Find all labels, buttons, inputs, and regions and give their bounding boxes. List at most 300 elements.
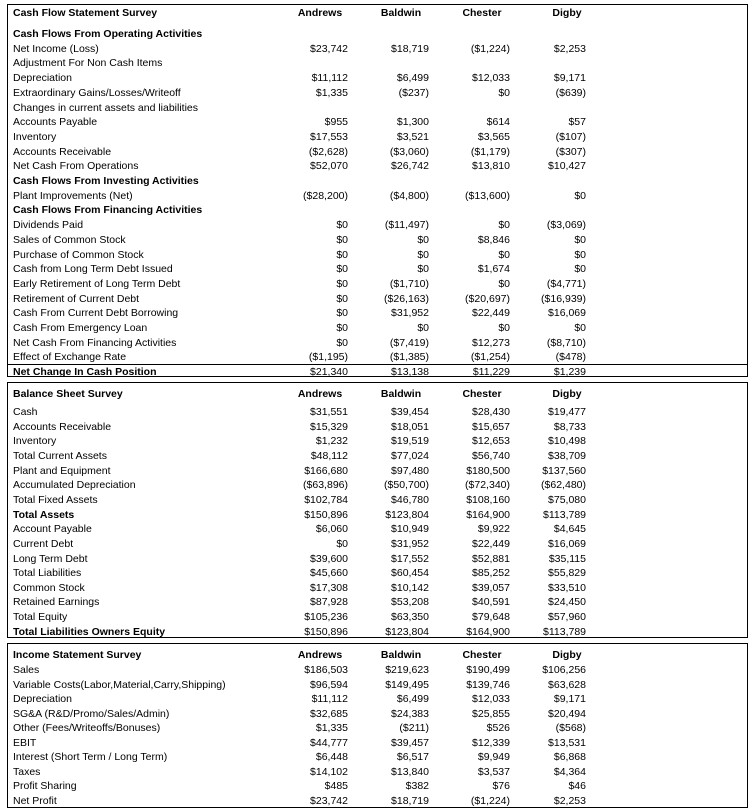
row-label: Cash Flows From Operating Activities: [13, 28, 203, 40]
cell-value: ($62,480): [541, 479, 586, 492]
table-row: [8, 478, 747, 493]
table-row: [8, 750, 747, 765]
row-label: Changes in current assets and liabilities: [13, 101, 199, 114]
cell-value: $31,952: [391, 537, 429, 550]
row-label: Accumulated Depreciation: [13, 479, 136, 492]
cell-value: $12,033: [472, 72, 510, 85]
row-label: Total Current Assets: [13, 449, 107, 462]
cell-value: $190,499: [466, 664, 510, 676]
cell-value: $19,477: [548, 406, 586, 418]
cell-value: ($1,224): [470, 794, 510, 807]
cell-value: ($1,254): [470, 351, 510, 364]
column-header-chester: Chester: [462, 7, 502, 19]
section-header-row: [8, 387, 747, 402]
row-label: Account Payable: [13, 523, 92, 536]
table-row: [8, 115, 747, 130]
cell-value: $20,494: [548, 707, 586, 720]
cell-value: $17,552: [391, 552, 429, 565]
cell-value: $23,742: [310, 794, 348, 807]
table-row: [8, 336, 747, 351]
cell-value: $614: [486, 116, 510, 129]
cell-value: $60,454: [391, 567, 429, 580]
table-row: [8, 42, 747, 57]
table-row: [8, 405, 747, 420]
cell-value: $6,448: [315, 751, 348, 763]
row-label: Plant and Equipment: [13, 464, 111, 477]
divider-line: [8, 364, 747, 365]
table-row: [8, 262, 747, 277]
cell-value: $12,033: [472, 693, 510, 705]
cell-value: $1,239: [553, 366, 586, 379]
column-header-andrews: Andrews: [297, 388, 343, 400]
table-row: [8, 493, 747, 508]
cash-flow-section: [7, 4, 748, 377]
cell-value: ($478): [555, 351, 586, 364]
row-label: EBIT: [13, 736, 37, 749]
section-title: Cash Flow Statement Survey: [13, 7, 158, 19]
cell-value: $0: [574, 263, 586, 276]
cell-value: $219,623: [385, 664, 429, 676]
cell-value: $24,383: [391, 707, 429, 720]
row-label: Cash Flows From Financing Activities: [13, 204, 203, 217]
table-row: [8, 365, 747, 380]
row-label: Depreciation: [13, 72, 72, 85]
table-row: [8, 277, 747, 292]
cell-value: $4,364: [553, 765, 586, 778]
cell-value: $17,308: [310, 581, 348, 594]
cell-value: $18,051: [391, 420, 429, 433]
cell-value: $15,329: [310, 420, 348, 433]
cell-value: $19,519: [391, 435, 429, 448]
cell-value: ($3,069): [546, 219, 586, 232]
cell-value: $46: [568, 780, 586, 792]
cell-value: $21,340: [310, 366, 348, 379]
cell-value: $32,685: [310, 707, 348, 720]
column-header-chester: Chester: [462, 649, 502, 661]
cell-value: $6,499: [396, 72, 429, 85]
cell-value: $11,112: [311, 693, 348, 705]
cell-value: $17,553: [310, 130, 348, 143]
cell-value: $57: [568, 116, 586, 129]
cell-value: $2,253: [553, 42, 586, 55]
cell-value: $106,256: [542, 664, 586, 676]
cell-value: $0: [336, 233, 348, 246]
cell-value: $3,521: [396, 130, 429, 143]
row-label: Net Income (Loss): [13, 42, 99, 55]
cell-value: $55,829: [548, 567, 586, 580]
cell-value: $382: [405, 780, 429, 792]
table-row: [8, 145, 747, 160]
cell-value: $3,537: [477, 765, 510, 778]
row-label: Accounts Receivable: [13, 420, 112, 433]
cell-value: ($63,896): [303, 479, 348, 492]
cell-value: $0: [574, 322, 586, 334]
cell-value: ($8,710): [546, 336, 586, 349]
table-row: [8, 292, 747, 307]
cell-value: $57,960: [548, 611, 586, 624]
cell-value: $0: [417, 248, 429, 261]
cell-value: ($237): [398, 86, 429, 99]
cell-value: $1,232: [315, 435, 348, 448]
table-row: [8, 306, 747, 321]
cell-value: $12,653: [472, 435, 510, 448]
row-label: Taxes: [13, 765, 41, 778]
cell-value: $113,789: [542, 625, 586, 638]
cell-value: $0: [417, 233, 429, 246]
cell-value: $26,742: [391, 160, 429, 173]
cell-value: $9,922: [477, 523, 510, 536]
cell-value: $0: [336, 219, 348, 232]
cell-value: $52,881: [472, 552, 510, 565]
cell-value: $10,427: [548, 160, 586, 173]
cell-value: $0: [498, 219, 510, 232]
row-label: Total Equity: [13, 611, 68, 624]
column-header-digby: Digby: [552, 649, 582, 661]
cell-value: $87,928: [310, 596, 348, 609]
cell-value: $16,069: [548, 307, 586, 320]
row-label: Accounts Receivable: [13, 145, 112, 158]
column-header-baldwin: Baldwin: [380, 388, 422, 400]
cell-value: $23,742: [310, 42, 348, 55]
cell-value: ($211): [399, 722, 429, 734]
cell-value: $13,840: [391, 765, 429, 778]
cell-value: $15,657: [472, 420, 510, 433]
cell-value: ($1,179): [470, 145, 510, 158]
cell-value: $3,565: [477, 130, 510, 143]
table-row: [8, 434, 747, 449]
cell-value: $0: [336, 292, 348, 305]
row-label: Net Change In Cash Position: [13, 366, 157, 379]
cell-value: $22,449: [472, 307, 510, 320]
row-label: Dividends Paid: [13, 219, 84, 232]
column-header-digby: Digby: [552, 7, 582, 19]
cell-value: $38,709: [548, 449, 586, 462]
row-label: Effect of Exchange Rate: [13, 351, 127, 364]
table-row: [8, 218, 747, 233]
row-label: Total Liabilities: [13, 567, 82, 580]
table-row: [8, 248, 747, 263]
cell-value: $33,510: [548, 581, 586, 594]
cell-value: $0: [336, 336, 348, 349]
cell-value: $105,236: [304, 611, 348, 624]
cell-value: $0: [498, 86, 510, 99]
cell-value: $149,495: [385, 678, 429, 691]
row-label: Cash: [13, 406, 38, 418]
cell-value: $526: [486, 722, 510, 734]
row-label: SG&A (R&D/Promo/Sales/Admin): [13, 707, 170, 720]
table-row: [8, 595, 747, 610]
table-row: [8, 233, 747, 248]
cell-value: $0: [417, 263, 429, 276]
cell-value: $1,674: [477, 263, 510, 276]
cell-value: $8,733: [553, 420, 586, 433]
cell-value: ($72,340): [465, 479, 510, 492]
cell-value: $35,115: [548, 552, 586, 565]
table-row: [8, 56, 747, 71]
cell-value: $6,868: [553, 751, 586, 763]
cell-value: $39,600: [310, 552, 348, 565]
cell-value: $164,900: [466, 625, 510, 638]
section-header-row: [8, 648, 747, 663]
cell-value: $0: [336, 537, 348, 550]
table-row: [8, 678, 747, 693]
cell-value: ($307): [555, 145, 586, 158]
cell-value: $10,142: [391, 581, 429, 594]
cell-value: ($28,200): [303, 189, 348, 202]
cell-value: $96,594: [310, 678, 348, 691]
cell-value: $31,551: [310, 406, 348, 418]
table-row: [8, 101, 747, 116]
table-row: [8, 610, 747, 625]
cell-value: $102,784: [304, 493, 348, 506]
cell-value: ($7,419): [389, 336, 429, 349]
cell-value: $46,780: [391, 493, 429, 506]
row-label: Purchase of Common Stock: [13, 248, 144, 261]
table-row: [8, 203, 747, 218]
cell-value: $77,024: [391, 449, 429, 462]
cell-value: $40,591: [472, 596, 510, 609]
cell-value: $44,777: [310, 736, 348, 749]
cell-value: $18,719: [391, 794, 429, 807]
balance-sheet-section: [7, 382, 748, 638]
cell-value: $13,531: [548, 736, 586, 749]
row-label: Depreciation: [13, 693, 72, 705]
row-label: Early Retirement of Long Term Debt: [13, 277, 181, 290]
row-label: Profit Sharing: [13, 780, 77, 792]
table-row: [8, 779, 747, 794]
row-label: Cash from Long Term Debt Issued: [13, 263, 173, 276]
cell-value: $39,057: [472, 581, 510, 594]
cell-value: $28,430: [472, 406, 510, 418]
cell-value: $76: [492, 780, 510, 792]
cell-value: $0: [574, 233, 586, 246]
table-row: [8, 765, 747, 780]
cell-value: ($1,224): [470, 42, 510, 55]
cell-value: $13,810: [472, 160, 510, 173]
cell-value: $85,252: [472, 567, 510, 580]
table-row: [8, 581, 747, 596]
cell-value: ($20,697): [465, 292, 510, 305]
cell-value: $113,789: [542, 508, 586, 521]
row-label: Long Term Debt: [13, 552, 88, 565]
cell-value: $31,952: [391, 307, 429, 320]
cell-value: $39,454: [391, 406, 429, 418]
table-row: [8, 71, 747, 86]
cell-value: ($4,800): [389, 189, 429, 202]
row-label: Inventory: [13, 130, 57, 143]
row-label: Net Profit: [13, 794, 57, 807]
cell-value: $164,900: [466, 508, 510, 521]
table-row: [8, 663, 747, 678]
table-row: [8, 537, 747, 552]
cell-value: ($1,710): [389, 277, 429, 290]
cell-value: ($1,195): [308, 351, 348, 364]
row-label: Total Liabilities Owners Equity: [13, 625, 166, 638]
cell-value: $13,138: [391, 366, 429, 379]
cell-value: ($13,600): [465, 189, 510, 202]
cell-value: ($11,497): [384, 219, 429, 232]
cell-value: $150,896: [304, 508, 348, 521]
table-row: [8, 27, 747, 42]
section-title: Income Statement Survey: [13, 649, 142, 661]
cell-value: ($639): [555, 86, 586, 99]
cell-value: $9,171: [553, 72, 586, 85]
cell-value: $955: [324, 116, 348, 129]
table-row: [8, 625, 747, 640]
row-label: Sales: [13, 664, 40, 676]
row-label: Cash From Emergency Loan: [13, 322, 148, 334]
table-row: [8, 174, 747, 189]
column-header-digby: Digby: [552, 388, 582, 400]
cell-value: $45,660: [310, 567, 348, 580]
row-label: Other (Fees/Writeoffs/Bonuses): [13, 722, 161, 734]
cell-value: $52,070: [310, 160, 348, 173]
cell-value: $6,499: [396, 693, 429, 705]
cell-value: ($2,628): [308, 145, 348, 158]
column-header-baldwin: Baldwin: [380, 7, 422, 19]
table-row: [8, 707, 747, 722]
cell-value: $186,503: [304, 664, 348, 676]
column-header-baldwin: Baldwin: [380, 649, 422, 661]
cell-value: $18,719: [391, 42, 429, 55]
cell-value: $0: [336, 307, 348, 320]
cell-value: $1,300: [396, 116, 429, 129]
cell-value: $0: [336, 248, 348, 261]
cell-value: $1,335: [315, 86, 348, 99]
row-label: Plant Improvements (Net): [13, 189, 133, 202]
cell-value: ($1,385): [389, 351, 429, 364]
cell-value: ($4,771): [546, 277, 586, 290]
section-header-row: [8, 6, 747, 21]
cell-value: $485: [324, 780, 348, 792]
cell-value: $9,949: [477, 751, 510, 763]
cell-value: ($26,163): [384, 292, 429, 305]
column-header-andrews: Andrews: [297, 649, 343, 661]
cell-value: $56,740: [472, 449, 510, 462]
table-row: [8, 721, 747, 736]
table-row: [8, 86, 747, 101]
cell-value: ($107): [555, 130, 586, 143]
table-row: [8, 159, 747, 174]
column-header-chester: Chester: [462, 388, 502, 400]
cell-value: $22,449: [472, 537, 510, 550]
table-row: [8, 130, 747, 145]
cell-value: $14,102: [310, 765, 348, 778]
table-row: [8, 522, 747, 537]
cell-value: $0: [336, 277, 348, 290]
cell-value: $11,112: [311, 72, 348, 85]
row-label: Cash Flows From Investing Activities: [13, 175, 199, 187]
cell-value: $12,339: [472, 736, 510, 749]
cell-value: $108,160: [466, 493, 510, 506]
row-label: Current Debt: [13, 537, 74, 550]
cell-value: $97,480: [391, 464, 429, 477]
cell-value: $1,335: [315, 722, 348, 734]
cell-value: $48,112: [310, 449, 348, 462]
table-row: [8, 736, 747, 751]
cell-value: $180,500: [466, 464, 510, 477]
table-row: [8, 794, 747, 809]
cell-value: $0: [417, 322, 429, 334]
cell-value: $25,855: [472, 707, 510, 720]
income-statement-section: [7, 643, 748, 808]
row-label: Net Cash From Financing Activities: [13, 336, 177, 349]
cell-value: $0: [574, 248, 586, 261]
cell-value: $24,450: [548, 596, 586, 609]
column-header-andrews: Andrews: [297, 7, 343, 19]
cell-value: $16,069: [548, 537, 586, 550]
cell-value: $11,229: [472, 366, 510, 379]
cell-value: $166,680: [304, 464, 348, 477]
row-label: Cash From Current Debt Borrowing: [13, 307, 179, 320]
table-row: [8, 189, 747, 204]
table-row: [8, 508, 747, 523]
row-label: Common Stock: [13, 581, 85, 594]
cell-value: $8,846: [477, 233, 510, 246]
cell-value: $150,896: [304, 625, 348, 638]
cell-value: $6,060: [315, 523, 348, 536]
row-label: Total Assets: [13, 508, 75, 521]
row-label: Extraordinary Gains/Losses/Writeoff: [13, 86, 181, 99]
row-label: Total Fixed Assets: [13, 493, 98, 506]
cell-value: $39,457: [391, 736, 429, 749]
cell-value: $123,804: [385, 625, 429, 638]
cell-value: $6,517: [396, 751, 429, 763]
cell-value: ($50,700): [384, 479, 429, 492]
table-row: [8, 350, 747, 365]
cell-value: $137,560: [542, 464, 586, 477]
row-label: Inventory: [13, 435, 57, 448]
cell-value: $4,645: [553, 523, 586, 536]
table-row: [8, 692, 747, 707]
cell-value: $10,949: [391, 523, 429, 536]
row-label: Variable Costs(Labor,Material,Carry,Shipping): [13, 678, 226, 691]
table-row: [8, 449, 747, 464]
row-label: Retirement of Current Debt: [13, 292, 140, 305]
row-label: Interest (Short Term / Long Term): [13, 751, 168, 763]
cell-value: $63,628: [548, 678, 586, 691]
row-label: Retained Earnings: [13, 596, 100, 609]
cell-value: $0: [574, 189, 586, 202]
cell-value: $9,171: [553, 693, 586, 705]
table-row: [8, 566, 747, 581]
cell-value: $0: [336, 263, 348, 276]
cell-value: $0: [498, 322, 510, 334]
cell-value: $12,273: [472, 336, 510, 349]
row-label: Sales of Common Stock: [13, 233, 126, 246]
row-label: Adjustment For Non Cash Items: [13, 57, 163, 70]
table-row: [8, 464, 747, 479]
cell-value: ($3,060): [389, 145, 429, 158]
cell-value: $75,080: [548, 493, 586, 506]
cell-value: $53,208: [391, 596, 429, 609]
cell-value: $10,498: [548, 435, 586, 448]
cell-value: ($16,939): [541, 292, 586, 305]
cell-value: $2,253: [553, 794, 586, 807]
cell-value: $0: [336, 322, 348, 334]
cell-value: $139,746: [466, 678, 510, 691]
cell-value: $63,350: [391, 611, 429, 624]
cell-value: $0: [498, 277, 510, 290]
section-title: Balance Sheet Survey: [13, 388, 123, 400]
cell-value: $123,804: [385, 508, 429, 521]
cell-value: $79,648: [472, 611, 510, 624]
row-label: Accounts Payable: [13, 116, 98, 129]
table-row: [8, 552, 747, 567]
cell-value: $0: [498, 248, 510, 261]
table-row: [8, 420, 747, 435]
cell-value: ($568): [555, 722, 586, 734]
